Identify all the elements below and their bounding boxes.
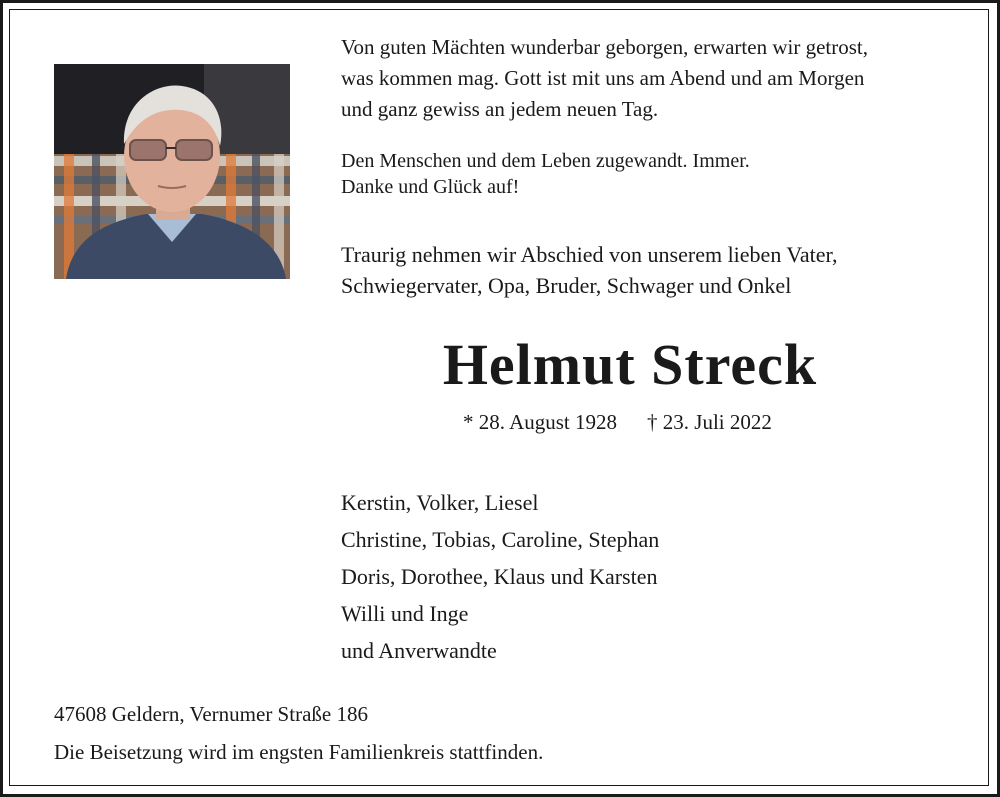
death-date: † 23. Juli 2022 xyxy=(647,410,772,434)
intro-text xyxy=(341,239,837,301)
verse-line: was kommen mag. Gott ist mit uns am Abend und am Morgen xyxy=(341,66,865,90)
verse-text xyxy=(341,32,868,125)
verse-line: und ganz gewiss an jedem neuen Tag. xyxy=(341,97,659,121)
life-dates xyxy=(463,408,772,436)
motto-line: Danke und Glück auf! xyxy=(341,176,520,198)
motto-text xyxy=(341,148,750,200)
motto-line: Den Menschen und dem Leben zugewandt. Immer. xyxy=(341,150,750,172)
intro-line: Schwiegervater, Opa, Bruder, Schwager und Onkel xyxy=(341,273,792,298)
birth-date: * 28. August 1928 xyxy=(463,410,618,434)
portrait-photo xyxy=(54,64,290,279)
mourners-line: Christine, Tobias, Caroline, Stephan xyxy=(341,527,660,552)
address: 47608 Geldern, Vernumer Straße 186 xyxy=(54,702,368,726)
mourners-line: Kerstin, Volker, Liesel xyxy=(341,490,539,515)
intro-line: Traurig nehmen wir Abschied von unserem lieben Vater, xyxy=(341,242,838,267)
verse-line: Von guten Mächten wunderbar geborgen, erwarten wir getrost, xyxy=(341,35,868,59)
deceased-name: Helmut Streck xyxy=(442,332,818,397)
mourners-line: und Anverwandte xyxy=(341,638,497,663)
mourners-list xyxy=(341,484,659,669)
mourners-line: Doris, Dorothee, Klaus und Karsten xyxy=(341,564,658,589)
mourners-line: Willi und Inge xyxy=(341,601,469,626)
funeral-notice: Die Beisetzung wird im engsten Familienkreis stattfinden. xyxy=(54,740,544,764)
